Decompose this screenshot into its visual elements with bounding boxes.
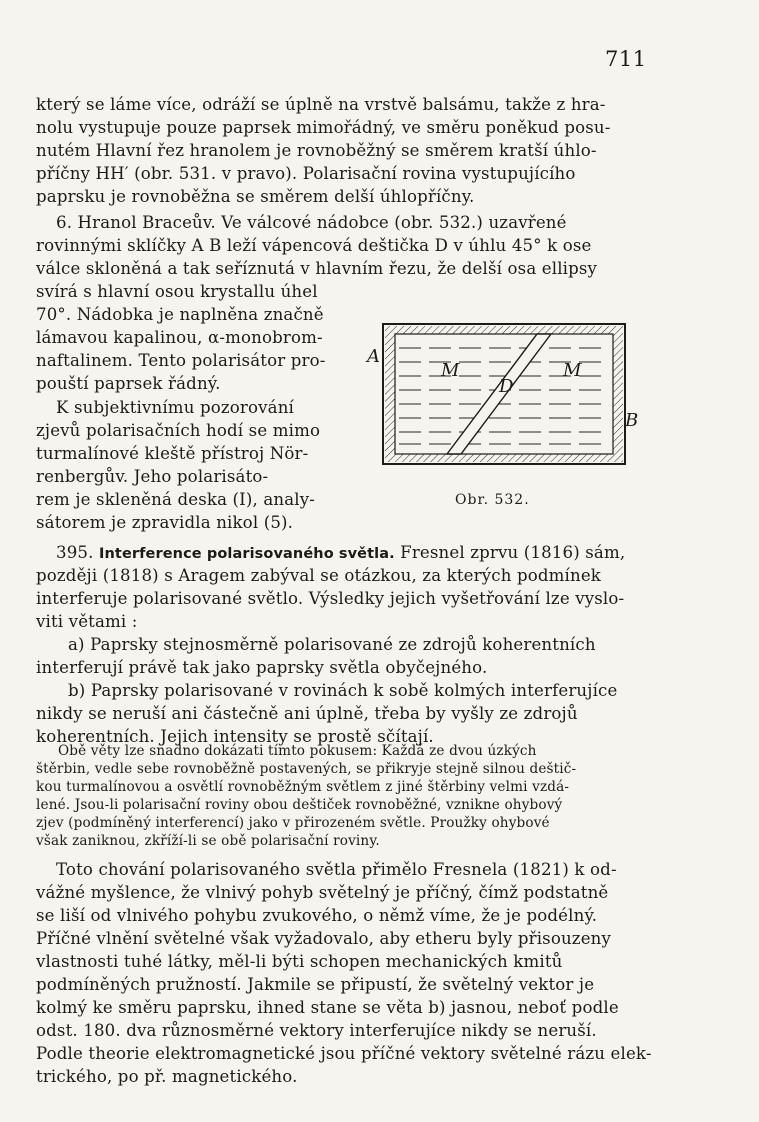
text-line: lámavou kapalinou, α-monobrom-	[36, 328, 323, 347]
note-line: lené. Jsou-li polarisační roviny obou deštiček rovnoběžné, vznikne ohybový	[36, 797, 563, 813]
label-d: D	[499, 376, 514, 397]
text-line: Podle theorie elektromagnetické jsou příčné vektory světelné rázu elek-	[36, 1044, 652, 1063]
section-heading	[56, 543, 625, 564]
text-line: vážné myšlence, že vlnivý pohyb světelný je příčný, čímž podstatně	[36, 883, 609, 902]
vessel-wall-top	[385, 326, 623, 334]
text-line: příčny HH′ (obr. 531. v pravo). Polarisační rovina vystupujícího	[36, 164, 576, 183]
label-a: A	[367, 346, 380, 367]
text-line: b) Paprsky polarisované v rovinách k sobě kolmých interferujíce	[68, 681, 618, 700]
text-line: zjevů polarisačních hodí se mimo	[36, 421, 321, 440]
text-line: K subjektivnímu pozorování	[56, 398, 294, 417]
page-number: 711	[605, 47, 647, 71]
text-line: odst. 180. dva různosměrné vektory interferujíce nikdy se neruší.	[36, 1021, 597, 1040]
text-line: se liší od vlnivého pohybu zvukového, o němž víme, že je podélný.	[36, 906, 598, 925]
text-line: později (1818) s Aragem zabýval se otázkou, za kterých podmínek	[36, 566, 601, 585]
text-line: který se láme více, odráží se úplně na vrstvě balsámu, takže z hra-	[36, 95, 606, 114]
note-line: Obě věty lze snadno dokázati tímto pokusem: Každá ze dvou úzkých	[58, 743, 537, 759]
section-number: 395.	[56, 543, 94, 562]
figure-caption: Obr. 532.	[455, 492, 530, 508]
note-line: zjev (podmíněný interferencí) jako v přirozeném světle. Proužky ohybové	[36, 815, 550, 831]
text-line: nikdy se neruší ani částečně ani úplně, třeba by vyšly ze zdrojů	[36, 704, 578, 723]
text-line: naftalinem. Tento polarisátor pro-	[36, 351, 326, 370]
plate-b	[613, 334, 623, 454]
text-line: pouští paprsek řádný.	[36, 374, 221, 393]
text-line: podmíněných pružností. Jakmile se připustí, že světelný vektor je	[36, 975, 595, 994]
text-line: 6. Hranol Braceův. Ve válcové nádobce (obr. 532.) uzavřené	[56, 213, 567, 232]
text-line: renbergův. Jeho polarisáto-	[36, 467, 269, 486]
text-line: vlastnosti tuhé látky, měl-li býti schopen mechanických kmitů	[36, 952, 563, 971]
text-line: Toto chování polarisovaného světla přimělo Fresnela (1821) k od-	[56, 860, 617, 879]
text-line: trického, po př. magnetického.	[36, 1067, 298, 1086]
text-line: sátorem je zpravidla nikol (5).	[36, 513, 294, 532]
text-line: paprsku je rovnoběžna se směrem delší úhlopříčny.	[36, 187, 475, 206]
text-line: koherentních. Jejich intensity se prostě sčítají.	[36, 727, 434, 746]
text-line: Příčné vlnění světelné však vyžadovalo, aby etheru byly přisouzeny	[36, 929, 612, 948]
text-line: nutém Hlavní řez hranolem je rovnoběžný se směrem kratší úhlo-	[36, 141, 597, 160]
text-line: nolu vystupuje pouze paprsek mimořádný, ve směru poněkud posu-	[36, 118, 611, 137]
plate-a	[385, 334, 395, 454]
text-line: válce skloněná a tak seříznutá v hlavním řezu, že delší osa ellipsy	[36, 259, 598, 278]
note-line: však zaniknou, zkříží-li se obě polarisační roviny.	[36, 833, 380, 849]
text-line: kolmý ke směru paprsku, ihned stane se věta b) jasnou, neboť podle	[36, 998, 619, 1017]
text-line: viti větami :	[36, 612, 138, 631]
note-line: štěrbin, vedle sebe rovnoběžně postavených, se přikryje stejně silnou deštič-	[36, 761, 577, 777]
text-line: rovinnými sklíčky A B leží vápencová deštička D v úhlu 45° k ose	[36, 236, 592, 255]
text-line: turmalínové kleště přístroj Nör-	[36, 444, 309, 463]
text-line: Fresnel zprvu (1816) sám,	[400, 543, 626, 562]
label-m-left: M	[441, 360, 460, 381]
text-line: interferuje polarisované světlo. Výsledky jejich vyšetřování lze vyslo-	[36, 589, 625, 608]
text-line: rem je skleněná deska (I), analy-	[36, 490, 316, 509]
label-m-right: M	[563, 360, 582, 381]
section-title: Interference polarisovaného světla.	[99, 546, 395, 562]
text-line: interferují právě tak jako paprsky světla obyčejného.	[36, 658, 488, 677]
vessel-wall-bottom	[385, 454, 623, 462]
note-line: kou turmalínovou a osvětlí rovnoběžným světlem z jiné štěrbiny velmi vzdá-	[36, 779, 570, 795]
text-line: a) Paprsky stejnosměrně polarisované ze zdrojů koherentních	[68, 635, 596, 654]
text-line: 70°. Nádobka je naplněna značně	[36, 305, 324, 324]
text-line: svírá s hlavní osou krystallu úhel	[36, 282, 318, 301]
label-b: B	[625, 410, 639, 431]
